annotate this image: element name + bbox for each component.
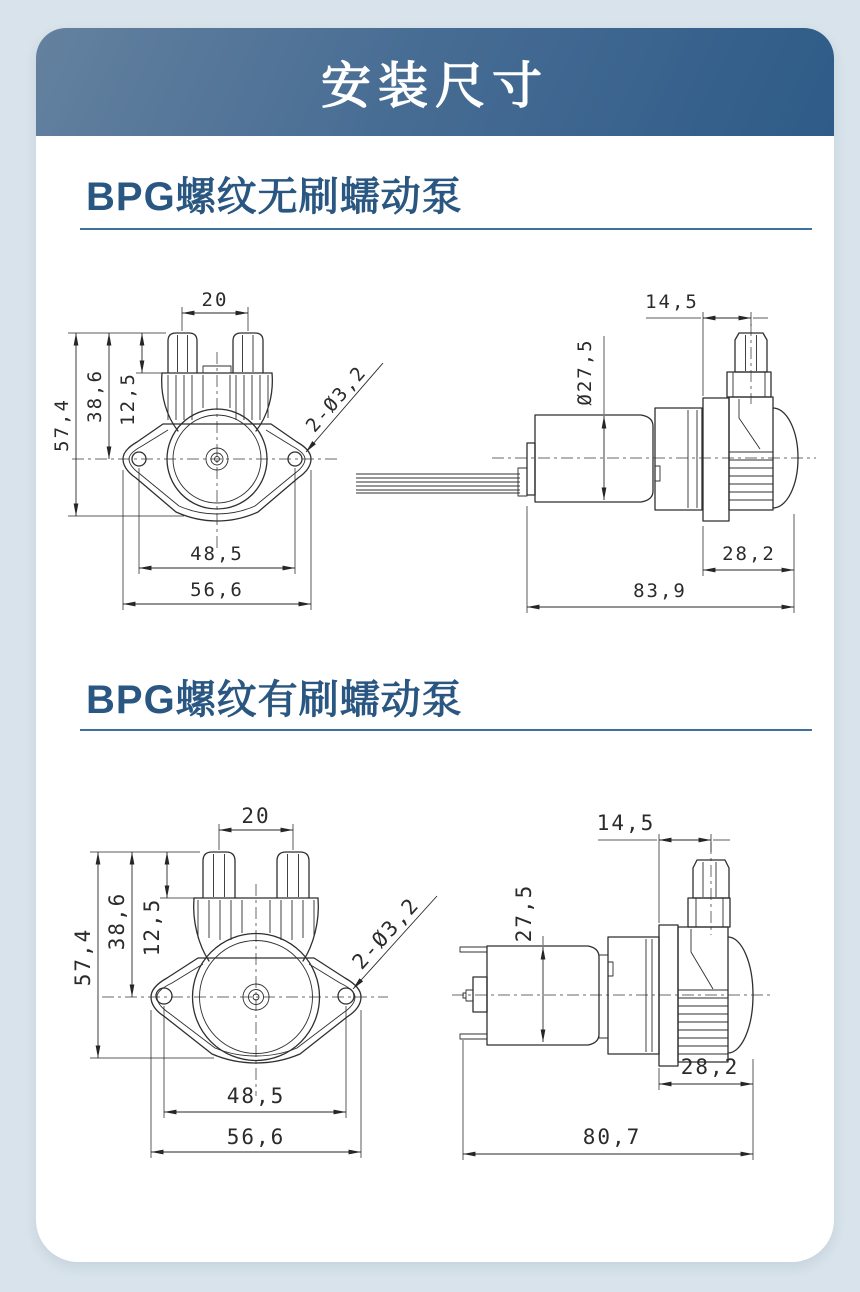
dim-port-spacing: 20 bbox=[241, 804, 271, 828]
dim-port-spacing: 20 bbox=[201, 289, 229, 311]
page-title: 安装尺寸 bbox=[321, 58, 549, 114]
dim-head-length: 28,2 bbox=[680, 1055, 740, 1079]
dim-total-width: 56,6 bbox=[226, 1125, 286, 1149]
brushed-side-view-drawing bbox=[452, 811, 772, 1160]
dim-total-height: 57,4 bbox=[71, 927, 95, 987]
dim-center-height: 38,6 bbox=[84, 369, 106, 423]
dim-port-offset: 14,5 bbox=[645, 291, 699, 313]
brushless-front-view-drawing bbox=[51, 289, 383, 610]
section-heading-brushed: BPG螺纹有刷蠕动泵 bbox=[86, 678, 463, 722]
dim-center-height: 38,6 bbox=[105, 891, 129, 951]
dim-hole-spacing: 48,5 bbox=[190, 543, 244, 565]
dim-total-length: 83,9 bbox=[633, 580, 687, 602]
dim-port-height: 12,5 bbox=[140, 897, 164, 957]
section-heading-brushless: BPG螺纹无刷蠕动泵 bbox=[86, 175, 463, 219]
dim-total-height: 57,4 bbox=[51, 398, 73, 452]
brushless-side-view-drawing bbox=[356, 291, 816, 613]
brushed-front-view-drawing bbox=[71, 804, 437, 1158]
dim-hole-spacing: 48,5 bbox=[226, 1084, 286, 1108]
dim-motor-diameter: Ø27,5 bbox=[574, 338, 596, 406]
dim-holes: 2-Ø3,2 bbox=[347, 892, 425, 974]
dim-port-height: 12,5 bbox=[117, 372, 139, 426]
dim-motor-diameter: 27,5 bbox=[512, 883, 536, 943]
dim-total-length: 80,7 bbox=[582, 1125, 642, 1149]
dim-total-width: 56,6 bbox=[190, 579, 244, 601]
dim-holes: 2-Ø3,2 bbox=[301, 361, 372, 437]
dim-port-offset: 14,5 bbox=[596, 811, 656, 835]
dim-head-length: 28,2 bbox=[722, 543, 776, 565]
